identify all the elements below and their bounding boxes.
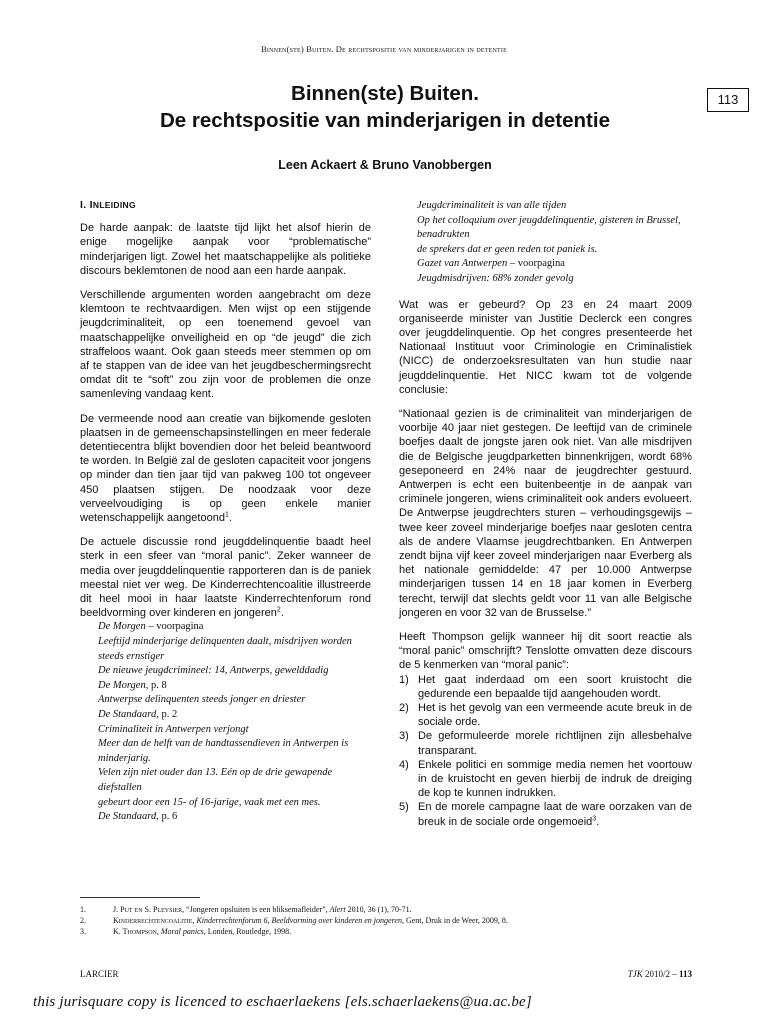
right-column — [399, 199, 692, 829]
article-title — [80, 80, 690, 134]
licence-notice: this jurisquare copy is licenced to eschaerlaekens [els.schaerlaekens@ua.ac.be] — [33, 994, 532, 1010]
list-item: 1) Het gaat inderdaad om een soort kruistocht die gedurende een bepaalde tijd aangehouden wordt. — [399, 673, 692, 700]
quote-paragraph: “Nationaal gezien is de criminaliteit van minderjarigen de voorbije 40 jaar niet gestegen. De leeftijd van de criminele boefjes daalt de jongste jaren ook niet. Van alle misdrijven die de Belgische jeugdparketten binnenkrijgen, wordt 68% geseponeerd en 24% naar de jeugdrechter gestuurd. Antwerpen is echt een buitenbeentje in de aanpak van criminele jongeren, wiens criminaliteit ook anders evolueert. De Antwerpse jeugdrechters sturen – verhoudingsgewijs – twee keer zoveel minderjarige boefjes naar gesloten centra als de andere Vlaamse jeugdrechtbanken. En Antwerpen zendt bijna vijf keer zoveel minderjarigen naar Everberg als het nationale gemiddelde: 47 per 10.000 Antwerpse minderjarigen tussen 14 en 18 jaar komen in Everberg terecht, terwijl dat slechts geldt voor 11 van alle Belgische jongeren en voor 32 van de Brusselse.” — [399, 407, 692, 619]
footnote: 1. J. Put en S. Pleysier, “Jongeren opsluiten is een bliksemafleider”, Alert 2010, 36 (1), 70-71. — [80, 905, 412, 914]
press-line: Gazet van Antwerpen – voorpagina — [417, 258, 565, 270]
title-line-2: De rechtspositie van minderjarigen in detentie — [160, 109, 610, 132]
press-line: Velen zijn niet ouder dan 13. Eén op de drie gewapende diefstallen — [98, 767, 333, 794]
press-quotes-right — [399, 199, 692, 287]
press-line: De Standaard, p. 2 — [98, 709, 178, 721]
footnotes — [80, 904, 700, 937]
section-number: I. — [80, 199, 87, 211]
paragraph: De actuele discussie rond jeugddelinquentie baadt heel sterk in een sfeer van “moral panic”. Zeker wanneer de media over jeugddelinquentie rapporteren dan is de paniek meestal niet ver weg. De Kinderrechtencoalitie illustreerde dit heel mooi in haar laatste Kinderrechtenforum rond beeldvorming over kinderen en jongeren$^2$. — [80, 536, 371, 620]
publisher-footer: LARCIER — [80, 969, 119, 979]
press-line: gebeurt door een 15- of 16-jarige, vaak met een mes. — [98, 796, 321, 808]
press-line: Jeugdcriminaliteit is van alle tijden — [417, 200, 567, 211]
footnote-rule — [80, 897, 200, 898]
press-line: De Morgen, p. 8 — [98, 679, 167, 691]
section-rest: NLEIDING — [92, 200, 136, 210]
footnote-ref: 1 — [224, 511, 229, 519]
press-line: De Standaard, p. 6 — [98, 811, 178, 823]
paragraph: Heeft Thompson gelijk wanneer hij dit soort reactie als “moral panic” omschrijft? Tenslotte omvatten deze discours de 5 kenmerken van “moral panic”: — [399, 631, 692, 672]
press-line: Antwerpse delinquenten steeds jonger en driester — [98, 694, 306, 706]
press-line: Leeftijd minderjarige delinquenten daalt, misdrijven worden steeds ernstiger — [98, 636, 352, 662]
section-heading — [80, 198, 371, 212]
press-line: De Morgen – voorpagina — [98, 621, 204, 633]
left-column — [80, 198, 371, 835]
list-item: 5) En de morele campagne laat de ware oorzaken van de breuk in de sociale orde ongemoeid$^3$. — [399, 801, 692, 828]
footnote-ref: 3 — [592, 815, 597, 823]
footnote: 2. Kinderrechtencoalitie, Kinderrechtenforum 6, Beeldvorming over kinderen en jongeren, Gent, Druk in de Weer, 2009, 8. — [80, 916, 508, 925]
paragraph: Wat was er gebeurd? Op 23 en 24 maart 2009 organiseerde minister van Justitie Declerck een congres over jeugddelinquentie. Op het congres presenteerde het Nationaal Instituut voor Criminologie en Criminalistiek (NICC) de onderzoeksresultaten van hun studie naar jeugddelinquentie. Het NICC kwam tot de volgende conclusie: — [399, 298, 692, 396]
footnote: 3. K. Thompson, Moral panics, Londen, Routledge, 1998. — [80, 927, 292, 936]
journal-footer: TJK 2010/2 – 113 — [627, 969, 692, 979]
press-quotes-left — [80, 620, 371, 824]
press-line: de sprekers dat er geen reden tot paniek is. — [417, 243, 598, 255]
press-line: Meer dan de helft van de handtassendieven in Antwerpen is minderjarig. — [98, 738, 349, 764]
press-line: Criminaliteit in Antwerpen verjongt — [98, 723, 249, 735]
footnote-ref: 2 — [276, 606, 281, 614]
paragraph: De harde aanpak: de laatste tijd lijkt het alsof hierin de enige mogelijke aanpak voor “problematische” minderjarigen ligt. Zowel het maatschappelijke als politieke discours beklemtonen de nood aan een harde aanpak. — [80, 222, 371, 277]
page-number-box: 113 — [707, 88, 749, 112]
press-line: Op het colloquium over jeugddelinquentie, gisteren in Brussel, benadrukten — [417, 214, 681, 241]
paragraph: Verschillende argumenten worden aangebracht om deze klemtoon te rechtvaardigen. Men wijst op een stijgende jeugdcriminaliteit, op een toenemend gevoel van maatschappelijke onveiligheid en op “de jeugd” die zich straffeloos waant. Ook gaan steeds meer stemmen op om af te stappen van de idee van het jeugdbeschermingsrecht omdat dit te “soft” zou zijn voor de problemen die onze samenleving vandaag kent. — [80, 289, 371, 401]
paragraph: De vermeende nood aan creatie van bijkomende gesloten plaatsen in de gemeenschapsinstellingen en meer federale detentiecentra blijkt bovendien door het beleid beantwoord te worden. In België zal de gesloten capaciteit voor jongens op minder dan tien jaar tijd van pakweg 100 tot ongeveer 450 plaatsen stijgen. De noodzaak voor deze verveelvoudiging is op geen enkele manier wetenschappelijk aangetoond$^1$. — [80, 412, 371, 525]
list-item: 2) Het is het gevolg van een vermeende acute breuk in de sociale orde. — [399, 702, 692, 729]
section-first-letter: I — [89, 199, 93, 211]
authors: Leen Ackaert & Bruno Vanobbergen — [278, 158, 492, 172]
title-line-1: Binnen(ste) Buiten. — [291, 82, 479, 105]
list-item: 3) De geformuleerde morele richtlijnen zijn allesbehalve transparant. — [399, 730, 692, 757]
list-item: 4) Enkele politici en sommige media nemen het voortouw in de kruistocht en geven hierbij de indruk de dreiging de kop te kunnen indrukken. — [399, 758, 692, 800]
press-line: De nieuwe jeugdcrimineel: 14, Antwerps, gewelddadig — [98, 665, 329, 677]
press-line: Jeugdmisdrijven: 68% zonder gevolg — [417, 272, 574, 284]
running-head: Binnen(ste) Buiten. De rechtspositie van minderjarigen in detentie — [261, 44, 507, 54]
characteristics-list — [399, 673, 692, 829]
